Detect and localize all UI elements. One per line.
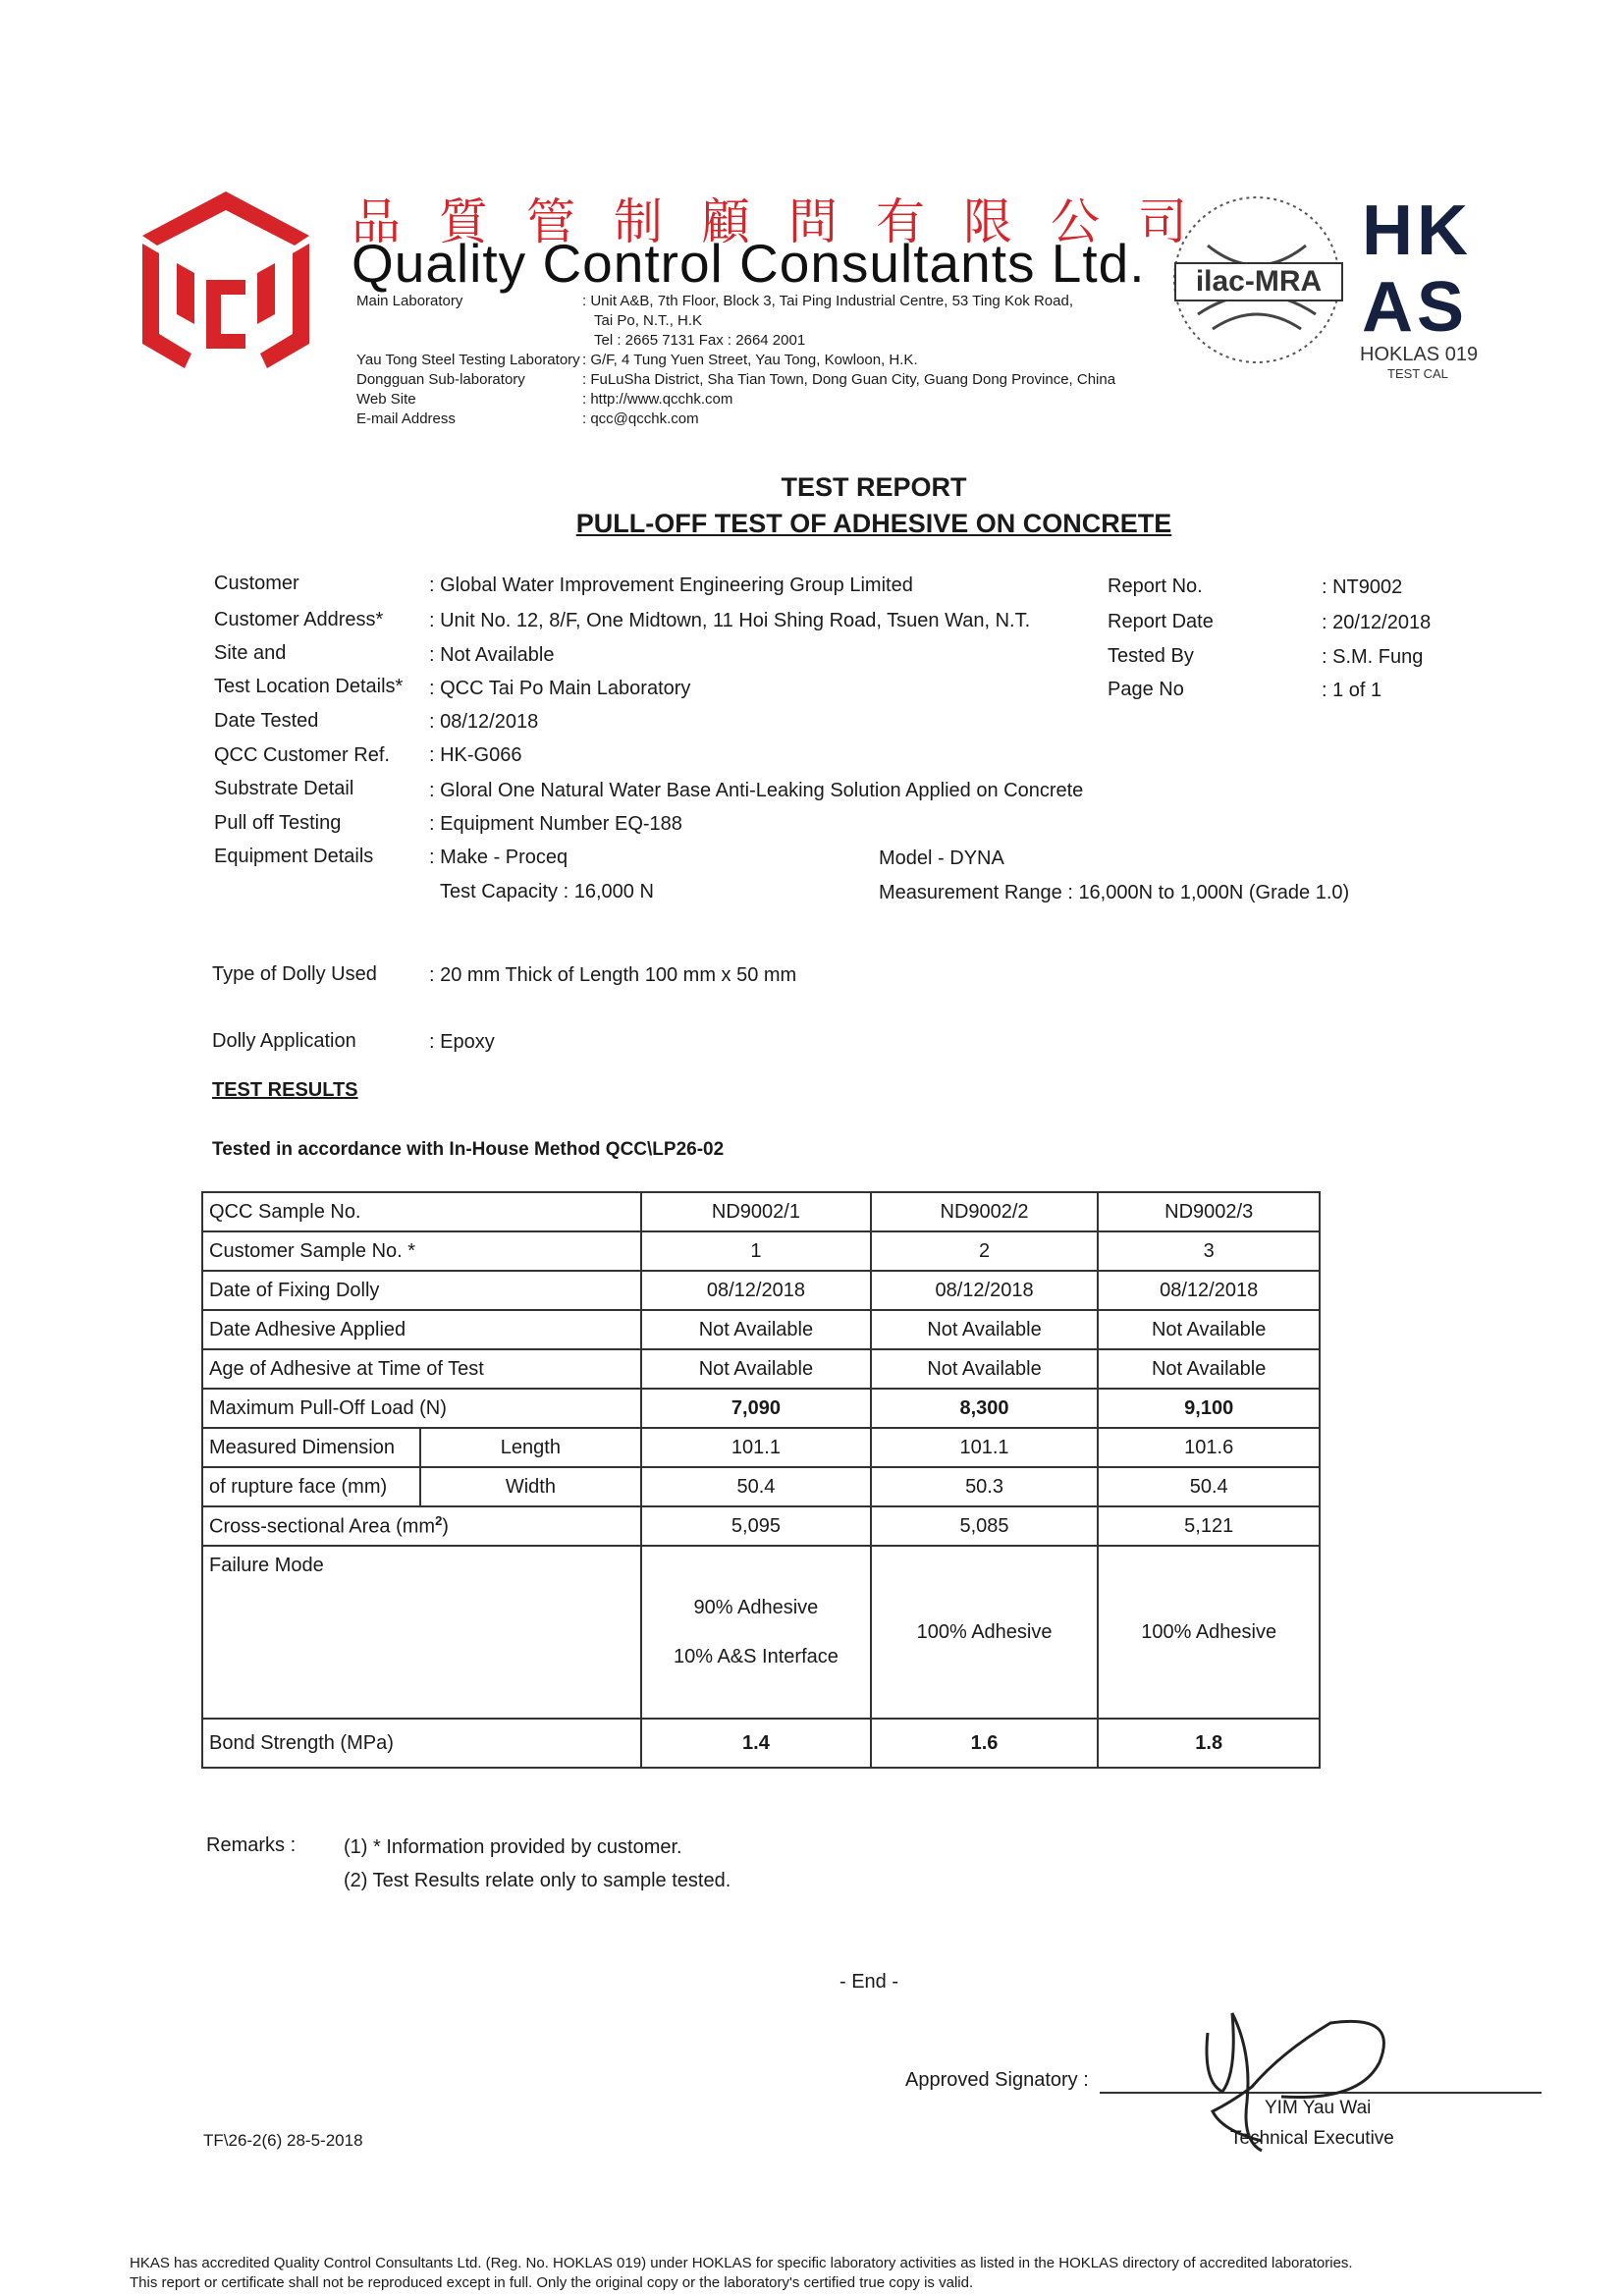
page-value: : 1 of 1 (1322, 680, 1382, 701)
customer-ref-value: : HK-G066 (429, 744, 522, 766)
ilac-mra-text: ilac-MRA (1174, 262, 1343, 301)
table-cell: 1 (641, 1231, 871, 1271)
table-cell: 9,100 (1098, 1389, 1320, 1428)
row-label (202, 1506, 641, 1546)
table-cell: 2 (871, 1231, 1099, 1271)
footer-line: This report or certificate shall not be reproduced except in full. Only the original copy or the laboratory's certified true copy is valid. (130, 2274, 974, 2291)
table-row (202, 1192, 1320, 1231)
table-cell: 08/12/2018 (871, 1271, 1099, 1310)
contact-label: Web Site (356, 391, 416, 408)
customer-label: Customer (214, 573, 299, 594)
address-label: Customer Address* (214, 609, 384, 630)
signatory-label: Approved Signatory : (905, 2069, 1089, 2091)
contact-value: Tai Po, N.T., H.K (594, 312, 703, 329)
remarks-label: Remarks : (206, 1834, 297, 1856)
date-tested-label: Date Tested (214, 710, 319, 732)
table-row (202, 1310, 1320, 1349)
contact-value: : FuLuSha District, Sha Tian Town, Dong Guan City, Guang Dong Province, China (582, 371, 1116, 388)
report-subtitle: PULL-OFF TEST OF ADHESIVE ON CONCRETE (575, 509, 1172, 538)
report-date-label: Report Date (1108, 611, 1214, 632)
table-cell: 100% Adhesive (1098, 1546, 1320, 1719)
contact-label: Main Laboratory (356, 293, 463, 309)
area-label-text: Cross-sectional Area (mm (209, 1515, 436, 1538)
contact-value: : qcc@qcchk.com (582, 410, 699, 427)
table-cell: 1.4 (641, 1719, 871, 1768)
row-label: Failure Mode (202, 1546, 641, 1719)
row-label: Age of Adhesive at Time of Test (202, 1349, 641, 1389)
table-cell: 100% Adhesive (871, 1546, 1099, 1719)
signatory-name: YIM Yau Wai (1265, 2098, 1372, 2118)
report-title: TEST REPORT (781, 472, 967, 502)
table-row (202, 1231, 1320, 1271)
dolly-label: Type of Dolly Used (212, 963, 377, 985)
page-label: Page No (1108, 679, 1184, 700)
pulloff-label: Pull off Testing (214, 812, 342, 834)
table-cell: Not Available (1098, 1310, 1320, 1349)
table-cell: 08/12/2018 (1098, 1271, 1320, 1310)
table-cell: ND9002/3 (1098, 1192, 1320, 1231)
area-label-end: ) (442, 1515, 449, 1538)
hkas-bottom-text: AS (1362, 268, 1469, 347)
row-label: QCC Sample No. (202, 1192, 641, 1231)
date-tested-value: : 08/12/2018 (429, 711, 539, 733)
row-label: Bond Strength (MPa) (202, 1719, 641, 1768)
table-cell: 5,095 (641, 1506, 871, 1546)
table-row (202, 1389, 1320, 1428)
customer-ref-label: QCC Customer Ref. (214, 744, 390, 766)
table-cell: Not Available (641, 1310, 871, 1349)
table-row (202, 1506, 1320, 1546)
table-cell: ND9002/1 (641, 1192, 871, 1231)
site-value: : Not Available (429, 644, 555, 666)
table-row (202, 1271, 1320, 1310)
table-cell: Not Available (641, 1349, 871, 1389)
ilac-mra-seal (1168, 191, 1345, 368)
report-date-value: : 20/12/2018 (1322, 612, 1432, 633)
customer-value: : Global Water Improvement Engineering Group Limited (429, 574, 913, 596)
application-label: Dolly Application (212, 1030, 356, 1052)
sub-label: Length (420, 1428, 642, 1467)
table-cell: 101.1 (641, 1428, 871, 1467)
hkas-mark (1360, 191, 1517, 388)
hkas-top-text: HK (1362, 191, 1472, 270)
row-label: of rupture face (mm) (202, 1467, 420, 1506)
address-value: : Unit No. 12, 8/F, One Midtown, 11 Hoi Shing Road, Tsuen Wan, N.T. (429, 610, 1031, 631)
table-cell: 1.8 (1098, 1719, 1320, 1768)
table-cell: 5,085 (871, 1506, 1099, 1546)
table-cell: 50.3 (871, 1467, 1099, 1506)
company-name-english: Quality Control Consultants Ltd. (352, 233, 1146, 294)
table-cell: Not Available (871, 1310, 1099, 1349)
substrate-value: : Gloral One Natural Water Base Anti-Leaking Solution Applied on Concrete (429, 780, 1084, 801)
row-label: Date Adhesive Applied (202, 1310, 641, 1349)
tested-by-value: : S.M. Fung (1322, 646, 1424, 668)
table-cell: 08/12/2018 (641, 1271, 871, 1310)
row-label: Date of Fixing Dolly (202, 1271, 641, 1310)
equipment-make: : Make - Proceq (429, 847, 568, 868)
table-cell: Not Available (871, 1349, 1099, 1389)
contact-value: Tel : 2665 7131 Fax : 2664 2001 (594, 332, 806, 349)
table-cell: 101.1 (871, 1428, 1099, 1467)
contact-label: Dongguan Sub-laboratory (356, 371, 525, 388)
table-cell: 101.6 (1098, 1428, 1320, 1467)
table-cell (641, 1546, 871, 1719)
results-method: Tested in accordance with In-House Method QCC\LP26-02 (212, 1139, 725, 1160)
tested-by-label: Tested By (1108, 645, 1194, 667)
row-label: Customer Sample No. * (202, 1231, 641, 1271)
footer-line: HKAS has accredited Quality Control Consultants Ltd. (Reg. No. HOKLAS 019) under HOKLAS for specific laboratory activities as listed in the HOKLAS directory of accredited laboratories. (130, 2255, 1353, 2271)
failure-line: 10% A&S Interface (673, 1646, 839, 1667)
table-cell: 50.4 (641, 1467, 871, 1506)
contact-value: : http://www.qcchk.com (582, 391, 733, 408)
form-code: TF\26-2(6) 28-5-2018 (203, 2131, 363, 2150)
failure-line: 90% Adhesive (693, 1597, 819, 1618)
contact-label: E-mail Address (356, 410, 456, 427)
row-label: Measured Dimension (202, 1428, 420, 1467)
substrate-label: Substrate Detail (214, 778, 354, 799)
report-no-value: : NT9002 (1322, 576, 1403, 598)
table-row (202, 1546, 1320, 1719)
company-name-chinese: 品質管制顧問有限公司 (352, 193, 1225, 250)
table-cell: ND9002/2 (871, 1192, 1099, 1231)
equipment-model: Model - DYNA (879, 847, 1004, 869)
table-cell: 7,090 (641, 1389, 871, 1428)
table-cell: 5,121 (1098, 1506, 1320, 1546)
test-capacity: Test Capacity : 16,000 N (440, 881, 654, 902)
report-no-label: Report No. (1108, 575, 1203, 597)
table-row (202, 1719, 1320, 1768)
remark-item: (2) Test Results relate only to sample tested. (344, 1870, 731, 1891)
contact-value: : Unit A&B, 7th Floor, Block 3, Tai Ping Industrial Centre, 53 Ting Kok Road, (582, 293, 1073, 309)
pulloff-value: : Equipment Number EQ-188 (429, 813, 682, 835)
location-label: Test Location Details* (214, 676, 404, 697)
table-cell: 1.6 (871, 1719, 1099, 1768)
table-row (202, 1467, 1320, 1506)
qcc-logo-icon (137, 187, 314, 383)
area-label-sup: 2 (435, 1513, 443, 1529)
location-value: : QCC Tai Po Main Laboratory (429, 678, 691, 699)
end-marker: - End - (839, 1971, 899, 1993)
sub-label: Width (420, 1467, 642, 1506)
table-cell: Not Available (1098, 1349, 1320, 1389)
test-cal-label: TEST CAL (1387, 366, 1448, 381)
table-row (202, 1349, 1320, 1389)
equipment-label: Equipment Details (214, 846, 374, 867)
results-table (201, 1191, 1321, 1769)
dolly-value: : 20 mm Thick of Length 100 mm x 50 mm (429, 964, 797, 986)
results-heading: TEST RESULTS (212, 1079, 358, 1101)
table-cell: 8,300 (871, 1389, 1099, 1428)
row-label: Maximum Pull-Off Load (N) (202, 1389, 641, 1428)
remark-item: (1) * Information provided by customer. (344, 1836, 682, 1858)
table-cell: 3 (1098, 1231, 1320, 1271)
table-row (202, 1428, 1320, 1467)
site-label: Site and (214, 642, 287, 664)
measurement-range: Measurement Range : 16,000N to 1,000N (Grade 1.0) (879, 882, 1350, 903)
signatory-title: Technical Executive (1230, 2128, 1394, 2149)
hoklas-number: HOKLAS 019 (1360, 344, 1479, 365)
table-cell: 50.4 (1098, 1467, 1320, 1506)
contact-label: Yau Tong Steel Testing Laboratory (356, 352, 580, 368)
application-value: : Epoxy (429, 1031, 495, 1053)
contact-value: : G/F, 4 Tung Yuen Street, Yau Tong, Kowloon, H.K. (582, 352, 918, 368)
